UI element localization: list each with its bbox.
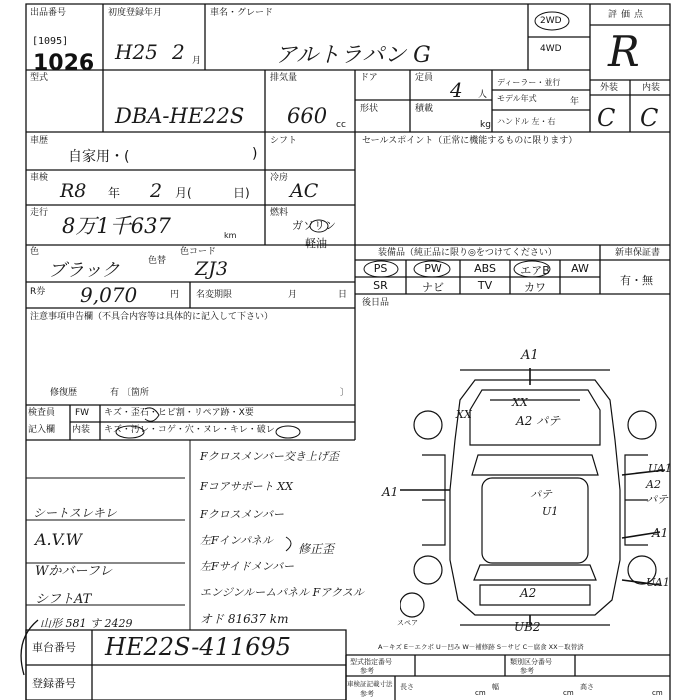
- dealer-label: ディーラー・並行: [497, 78, 561, 87]
- equip-tv: TV: [477, 279, 493, 292]
- capacity-value: 4: [450, 78, 463, 102]
- plate-expiry-label: 名変期限: [196, 290, 233, 300]
- type-value: DBA-HE22S: [115, 104, 245, 128]
- grade-label: 評価点: [608, 10, 648, 20]
- note-f-crossmember-2: Fクロスメンバー: [200, 508, 284, 521]
- mark-a2-rear: A2: [520, 586, 537, 600]
- door-label: ドア: [360, 73, 378, 83]
- category-ref: 参考: [520, 667, 534, 675]
- ac-label: 冷房: [270, 173, 289, 183]
- history-close: ): [252, 146, 258, 162]
- warranty-label: 新車保証書: [615, 248, 661, 258]
- displacement-label: 排気量: [270, 73, 298, 83]
- recycle-unit: 円: [170, 290, 180, 300]
- fuel-gas: ガソリン: [292, 219, 336, 232]
- note-engine-room: エンジンルームパネル Fアクスル: [200, 586, 364, 599]
- width-label: 幅: [492, 683, 499, 691]
- lot-label: 出品番号: [30, 8, 67, 18]
- inspection-day-unit: 日): [233, 186, 250, 200]
- grade-value: R: [608, 27, 640, 76]
- repair-value: 有 〔箇所: [110, 388, 149, 398]
- note-left-f-side-member: 左Fサイドメンバー: [200, 560, 294, 573]
- mark-a2-front: A2 パテ: [516, 414, 561, 428]
- cert-label: 車検証記載寸法: [347, 680, 393, 688]
- mark-spare: スペア: [397, 619, 418, 627]
- exterior-value: C: [597, 104, 616, 132]
- plate-expiry-month: 月: [288, 290, 298, 300]
- drive-2wd: 2WD: [540, 16, 562, 26]
- equip-pw: PW: [424, 262, 442, 275]
- mark-xx-front: XX: [512, 396, 528, 409]
- color-code-label: 色コード: [180, 247, 217, 257]
- recycle-label: R券: [30, 287, 46, 297]
- capacity-label: 定員: [415, 73, 434, 83]
- drive-2wd-circle: [532, 10, 572, 32]
- ac-value: AC: [290, 180, 319, 202]
- color-change-label: 色替: [148, 256, 167, 266]
- note-repair-distortion: 修正歪: [298, 542, 335, 556]
- exterior-label: 外装: [600, 83, 619, 93]
- inspector-in-items: キズ・汚レ・コゲ・穴・ヌレ・キレ・破レ: [104, 425, 275, 435]
- history-value: 自家用・(: [68, 149, 130, 165]
- rear-seat-label: 後日品: [362, 298, 390, 308]
- repair-close: 〕: [340, 388, 350, 398]
- mark-a1-top: A1: [521, 348, 539, 363]
- color-code-value: ZJ3: [195, 258, 228, 280]
- mark-u1: U1: [542, 505, 559, 518]
- inspection-year: R8: [60, 180, 87, 202]
- mark-xx-left: XX: [456, 408, 472, 421]
- displacement-value: 660: [287, 104, 328, 128]
- recycle-value: 9,070: [80, 283, 138, 307]
- spec-ref: 参考: [360, 667, 374, 675]
- equip-ps: PS: [373, 262, 388, 275]
- address-line: 山形 581 す 2429: [40, 617, 133, 630]
- chassis-value: HE22S-411695: [105, 633, 292, 661]
- month-unit: 月: [192, 56, 202, 66]
- legend: A－キズ E－エクボ U－凹み W－補修跡 S－サビ C－腐食 XX－取替済: [378, 643, 584, 651]
- shape-label: 形状: [360, 104, 379, 114]
- inspection-month-unit: 月(: [175, 186, 192, 200]
- note-shift: シフトAT: [35, 592, 92, 607]
- equip-aw: AW: [571, 262, 589, 275]
- person-unit: 人: [478, 90, 488, 100]
- handle-label: ハンドル 左・右: [497, 117, 556, 126]
- spec-label: 型式指定番号: [350, 658, 392, 666]
- width-cm: cm: [563, 689, 574, 697]
- model-value: アルトラパン G: [275, 43, 431, 68]
- first-reg-era: H25: [115, 40, 158, 64]
- inspector-fw-items: キズ・歪石・ヒビ割・リペア跡・X要: [104, 408, 254, 418]
- model-year-label: モデル年式: [497, 94, 537, 103]
- note-bracket: [284, 533, 334, 555]
- inspector-label-1: 検査員: [28, 408, 56, 418]
- note-f-core-support: Fコアサポート XX: [200, 480, 293, 493]
- lot-number: 1026: [33, 51, 95, 76]
- mark-ua1-rear: UA1: [646, 576, 670, 589]
- fuel-label: 燃料: [270, 208, 289, 218]
- equip-navi: ナビ: [422, 281, 444, 294]
- height-label: 高さ: [580, 683, 594, 691]
- interior-value: C: [640, 104, 659, 132]
- first-reg-month: 2: [172, 40, 185, 64]
- kg-unit: kg: [480, 120, 491, 130]
- model-label: 車名・グレード: [210, 8, 274, 18]
- inspection-year-unit: 年: [108, 186, 121, 200]
- mark-roof: パテ: [530, 488, 552, 501]
- note-left-f-inner-panel: 左Fインパネル: [200, 534, 273, 547]
- fuel-circle: [308, 218, 330, 234]
- note-f-crossmember-1: Fクロスメンバー交き上げ歪: [200, 450, 339, 463]
- mark-a2-right: A2 パテ: [646, 478, 668, 506]
- mark-a1-left: A1: [382, 485, 399, 499]
- inspection-label: 車検: [30, 173, 49, 183]
- registration-label: 登録番号: [32, 677, 76, 690]
- equip-abs: ABS: [474, 262, 496, 275]
- equip-leather: カワ: [524, 281, 546, 294]
- equipment-label: 装備品（純正品に限り◎をつけてください）: [378, 248, 557, 258]
- mark-a1-right: A1: [652, 526, 669, 540]
- note-seat: シートスレキレ: [33, 506, 117, 520]
- sales-points-label: セールスポイント（正常に機能するものに限ります）: [362, 136, 578, 146]
- year-unit: 年: [570, 97, 580, 107]
- cert-ref: 参考: [360, 690, 374, 698]
- note-w-cover: Wかバーフレ: [35, 564, 113, 579]
- length-label: 長さ: [400, 683, 414, 691]
- inspector-fw-label: FW: [75, 408, 90, 418]
- repair-label: 修復歴: [50, 388, 78, 398]
- note-odometer: オド 81637 km: [200, 612, 289, 626]
- note-avw: A.V.W: [35, 530, 82, 549]
- drive-4wd: 4WD: [540, 44, 562, 54]
- mileage-label: 走行: [30, 208, 49, 218]
- length-cm: cm: [475, 689, 486, 697]
- category-label: 類別区分番号: [510, 658, 552, 666]
- color-label: 色: [30, 247, 40, 257]
- lot-sub: [1095]: [32, 36, 69, 47]
- inspector-label-2: 記入欄: [28, 425, 56, 435]
- chassis-label: 車台番号: [32, 641, 76, 654]
- km-unit: km: [224, 231, 237, 240]
- first-reg-label: 初度登録年月: [108, 8, 163, 18]
- type-label: 型式: [30, 73, 49, 83]
- height-cm: cm: [652, 689, 663, 697]
- load-label: 積載: [415, 104, 434, 114]
- warranty-value: 有・無: [620, 274, 653, 287]
- mark-ub2: UB2: [514, 620, 541, 634]
- fuel-diesel: 軽油: [305, 237, 327, 250]
- inspector-in-label: 内装: [72, 425, 91, 435]
- interior-label: 内装: [642, 83, 661, 93]
- cc-unit: cc: [336, 120, 346, 130]
- mark-ua1: UA1: [648, 462, 672, 475]
- history-label: 車歴: [30, 136, 49, 146]
- equip-airbag: エアB: [520, 264, 550, 277]
- equip-sr: SR: [373, 279, 388, 292]
- mileage-value: 8万1千637: [62, 214, 171, 238]
- color-value: ブラック: [48, 260, 120, 281]
- equipment-circles: [355, 258, 600, 280]
- shift-label: シフト: [270, 136, 298, 146]
- plate-expiry-day: 日: [338, 290, 348, 300]
- notes-label: 注意事項申告欄（不具合内容等は具体的に記入して下さい）: [30, 312, 274, 322]
- inspection-month: 2: [150, 180, 163, 202]
- inspector-circles: [100, 403, 355, 441]
